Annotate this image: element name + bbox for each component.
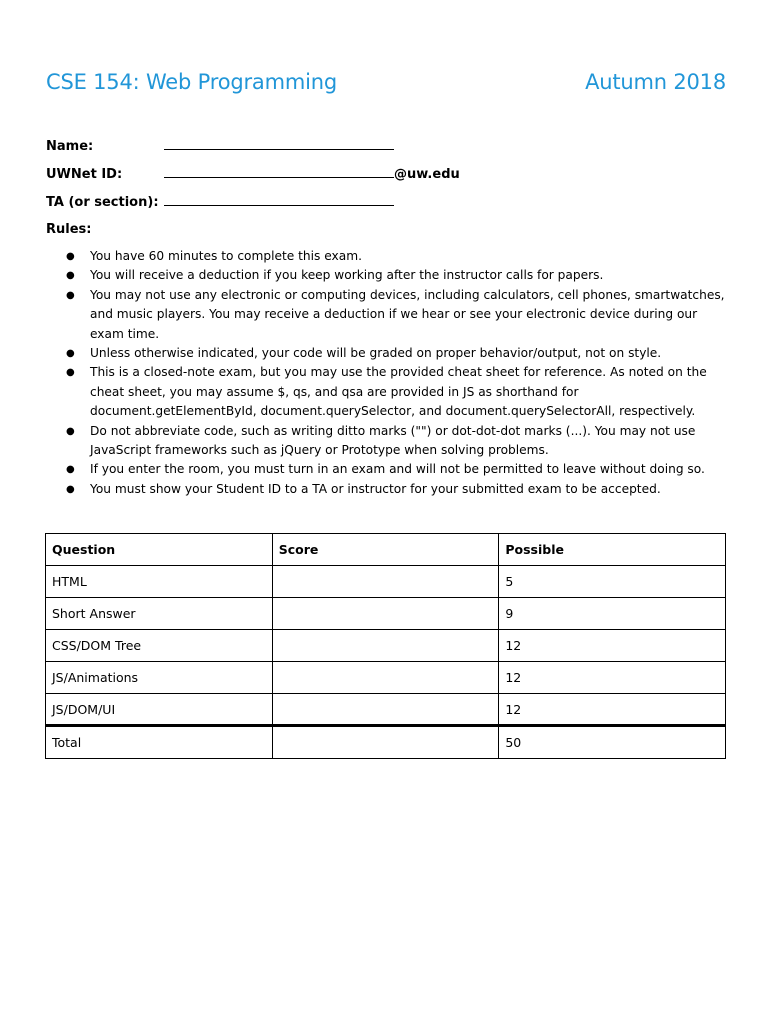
table-row xyxy=(46,662,726,694)
score-table-header xyxy=(46,534,726,566)
uwnet-id-field-suffix: @uw.edu xyxy=(394,167,460,182)
rule-item: ● Unless otherwise indicated, your code will be graded on proper behavior/output, not on style. xyxy=(66,344,726,363)
question-cell: HTML xyxy=(46,566,273,598)
question-cell: JS/Animations xyxy=(46,662,273,694)
total-label-cell: Total xyxy=(46,726,273,759)
possible-cell: 12 xyxy=(499,694,726,726)
uwnet-id-field-row xyxy=(46,165,726,193)
uwnet-id-field-label: UWNet ID: xyxy=(46,167,123,182)
score-table xyxy=(45,533,726,759)
possible-cell: 12 xyxy=(499,662,726,694)
uwnet-id-field-line xyxy=(164,165,394,178)
rules-list xyxy=(66,247,726,499)
possible-cell: 12 xyxy=(499,630,726,662)
question-cell: Short Answer xyxy=(46,598,273,630)
possible-column-header: Possible xyxy=(499,534,726,566)
ta-field-label: TA (or section): xyxy=(46,195,159,210)
table-row xyxy=(46,694,726,726)
score-column-header: Score xyxy=(272,534,499,566)
question-column-header: Question xyxy=(46,534,273,566)
rule-item: ● This is a closed-note exam, but you may use the provided cheat sheet for reference. As noted on the cheat sheet, you may assume $, qs, and qsa are provided in JS as shorthand for document.getElementById, document.querySelector, and document.querySelectorAll, respectively. xyxy=(66,363,726,421)
rule-item: ● You may not use any electronic or computing devices, including calculators, cell phones, smartwatches, and music players. You may receive a deduction if we hear or see your electronic device during our exam time. xyxy=(66,286,726,344)
student-info-fields xyxy=(46,137,726,221)
rule-item: ● You must show your Student ID to a TA or instructor for your submitted exam to be accepted. xyxy=(66,480,726,499)
ta-field-line xyxy=(164,193,394,206)
rule-item: ● If you enter the room, you must turn in an exam and will not be permitted to leave without doing so. xyxy=(66,460,726,479)
question-cell: JS/DOM/UI xyxy=(46,694,273,726)
rule-item: ● Do not abbreviate code, such as writing ditto marks ("") or dot-dot-dot marks (...). You may not use JavaScript frameworks such as jQuery or Prototype when solving problems. xyxy=(66,422,726,461)
ta-field-row xyxy=(46,193,726,221)
name-field-line xyxy=(164,137,394,150)
total-score-cell xyxy=(272,726,499,759)
name-field-label: Name: xyxy=(46,139,94,154)
term-label: Autumn 2018 xyxy=(585,70,726,94)
course-title: CSE 154: Web Programming xyxy=(46,70,337,94)
possible-cell: 9 xyxy=(499,598,726,630)
score-cell xyxy=(272,566,499,598)
table-row xyxy=(46,598,726,630)
rules-heading: Rules: xyxy=(46,222,92,237)
score-cell xyxy=(272,630,499,662)
name-field-row xyxy=(46,137,726,165)
question-cell: CSS/DOM Tree xyxy=(46,630,273,662)
score-cell xyxy=(272,694,499,726)
total-row xyxy=(46,726,726,759)
rule-item: ● You have 60 minutes to complete this exam. xyxy=(66,247,726,266)
possible-cell: 5 xyxy=(499,566,726,598)
score-cell xyxy=(272,598,499,630)
score-cell xyxy=(272,662,499,694)
rule-item: ● You will receive a deduction if you keep working after the instructor calls for papers. xyxy=(66,266,726,285)
page-header xyxy=(46,70,726,94)
table-row xyxy=(46,630,726,662)
total-possible-cell: 50 xyxy=(499,726,726,759)
table-row xyxy=(46,566,726,598)
